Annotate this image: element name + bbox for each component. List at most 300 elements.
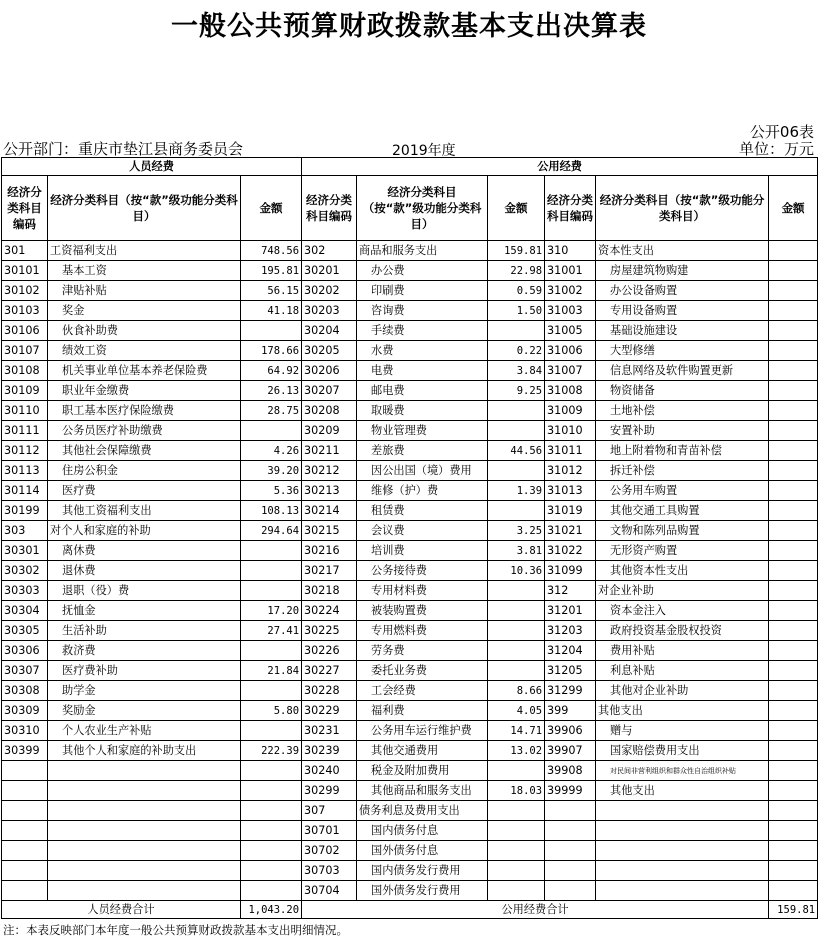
cell-name: 劳务费 <box>357 641 488 661</box>
cell-code: 31013 <box>545 481 596 501</box>
cell-code: 30114 <box>2 481 48 501</box>
cell-code: 30305 <box>2 621 48 641</box>
table-row <box>2 861 818 881</box>
cell-code: 30306 <box>2 641 48 661</box>
cell-code: 30224 <box>302 601 357 621</box>
cell-name: 地上附着物和青苗补偿 <box>596 441 769 461</box>
table-row <box>2 841 818 861</box>
cell-code: 30702 <box>302 841 357 861</box>
cell-code: 30239 <box>302 741 357 761</box>
cell-name <box>596 841 769 861</box>
cell-name: 国外债务发行费用 <box>357 881 488 901</box>
cell-name: 工资福利支出 <box>48 241 241 261</box>
table-row <box>2 501 818 521</box>
cell-amount <box>769 681 818 701</box>
cell-name: 维修（护）费 <box>357 481 488 501</box>
cell-code: 30215 <box>302 521 357 541</box>
cell-code: 31008 <box>545 381 596 401</box>
cell-amount: 3.84 <box>488 361 545 381</box>
cell-name: 办公设备购置 <box>596 281 769 301</box>
cell-amount: 14.71 <box>488 721 545 741</box>
cell-name: 无形资产购置 <box>596 541 769 561</box>
cell-code: 30103 <box>2 301 48 321</box>
year-label: 2019年度 <box>392 143 456 159</box>
table-row <box>2 661 818 681</box>
cell-name: 房屋建筑物购建 <box>596 261 769 281</box>
table-row <box>2 241 818 261</box>
cell-code: 31012 <box>545 461 596 481</box>
cell-name: 抚恤金 <box>48 601 241 621</box>
cell-amount <box>769 621 818 641</box>
cell-code: 31299 <box>545 681 596 701</box>
cell-name: 手续费 <box>357 321 488 341</box>
cell-code <box>2 821 48 841</box>
cell-name: 基本工资 <box>48 261 241 281</box>
cell-code: 30205 <box>302 341 357 361</box>
cell-amount <box>488 401 545 421</box>
cell-amount <box>769 441 818 461</box>
cell-amount: 748.56 <box>241 241 302 261</box>
cell-name: 对个人和家庭的补助 <box>48 521 241 541</box>
cell-amount <box>769 741 818 761</box>
cell-amount: 294.64 <box>241 521 302 541</box>
cell-amount <box>769 481 818 501</box>
table-row <box>2 681 818 701</box>
cell-code: 30240 <box>302 761 357 781</box>
cell-name: 邮电费 <box>357 381 488 401</box>
cell-name: 其他个人和家庭的补助支出 <box>48 741 241 761</box>
cell-name: 专用材料费 <box>357 581 488 601</box>
cell-code: 30704 <box>302 881 357 901</box>
cell-name: 取暖费 <box>357 401 488 421</box>
cell-code: 30307 <box>2 661 48 681</box>
cell-amount <box>769 801 818 821</box>
cell-code: 30227 <box>302 661 357 681</box>
section-public: 公用经费 <box>302 158 818 176</box>
cell-amount <box>769 581 818 601</box>
cell-amount <box>769 281 818 301</box>
cell-name: 国家赔偿费用支出 <box>596 741 769 761</box>
cell-code: 30207 <box>302 381 357 401</box>
cell-code: 31010 <box>545 421 596 441</box>
cell-code: 30206 <box>302 361 357 381</box>
cell-name <box>596 801 769 821</box>
cell-amount <box>769 241 818 261</box>
cell-name: 其他社会保障缴费 <box>48 441 241 461</box>
cell-name: 津贴补贴 <box>48 281 241 301</box>
column-header-row <box>2 176 818 241</box>
table-row <box>2 741 818 761</box>
cell-amount <box>241 801 302 821</box>
cell-code: 30208 <box>302 401 357 421</box>
cell-amount <box>769 381 818 401</box>
cell-amount: 56.15 <box>241 281 302 301</box>
cell-amount <box>241 581 302 601</box>
cell-amount <box>241 861 302 881</box>
cell-amount: 27.41 <box>241 621 302 641</box>
public-total-label: 公用经费合计 <box>302 901 769 919</box>
cell-amount <box>769 421 818 441</box>
cell-amount <box>488 661 545 681</box>
cell-code: 30211 <box>302 441 357 461</box>
cell-name: 因公出国（境）费用 <box>357 461 488 481</box>
cell-amount <box>769 341 818 361</box>
cell-name: 委托业务费 <box>357 661 488 681</box>
table-row <box>2 581 818 601</box>
cell-code: 31009 <box>545 401 596 421</box>
cell-name: 其他资本性支出 <box>596 561 769 581</box>
cell-code: 30308 <box>2 681 48 701</box>
cell-code: 31005 <box>545 321 596 341</box>
cell-name <box>596 861 769 881</box>
cell-code: 30214 <box>302 501 357 521</box>
table-row <box>2 381 818 401</box>
cell-code: 302 <box>302 241 357 261</box>
cell-amount <box>488 761 545 781</box>
cell-name: 奖励金 <box>48 701 241 721</box>
cell-name: 专用燃料费 <box>357 621 488 641</box>
cell-name: 会议费 <box>357 521 488 541</box>
cell-code: 31007 <box>545 361 596 381</box>
cell-code: 30216 <box>302 541 357 561</box>
cell-amount: 18.03 <box>488 781 545 801</box>
cell-amount: 3.25 <box>488 521 545 541</box>
cell-code: 30303 <box>2 581 48 601</box>
cell-name: 离休费 <box>48 541 241 561</box>
header-amount: 金额 <box>769 176 818 241</box>
cell-code <box>545 861 596 881</box>
cell-amount <box>488 841 545 861</box>
cell-code: 30399 <box>2 741 48 761</box>
cell-amount: 0.59 <box>488 281 545 301</box>
cell-code: 307 <box>302 801 357 821</box>
cell-code: 31019 <box>545 501 596 521</box>
cell-amount <box>769 261 818 281</box>
cell-amount <box>241 321 302 341</box>
header-code: 经济分类科目编码 <box>302 176 357 241</box>
cell-name: 国内债务发行费用 <box>357 861 488 881</box>
cell-code: 30229 <box>302 701 357 721</box>
cell-amount <box>769 601 818 621</box>
cell-name: 住房公积金 <box>48 461 241 481</box>
cell-amount: 64.92 <box>241 361 302 381</box>
cell-name: 债务利息及费用支出 <box>357 801 488 821</box>
cell-name: 国内债务付息 <box>357 821 488 841</box>
cell-code: 31205 <box>545 661 596 681</box>
table-row <box>2 301 818 321</box>
table-row <box>2 821 818 841</box>
table-row <box>2 341 818 361</box>
cell-name: 伙食补助费 <box>48 321 241 341</box>
table-row <box>2 421 818 441</box>
table-row <box>2 281 818 301</box>
cell-name: 费用补贴 <box>596 641 769 661</box>
cell-amount: 26.13 <box>241 381 302 401</box>
cell-code: 31001 <box>545 261 596 281</box>
header-amount: 金额 <box>241 176 302 241</box>
cell-amount <box>488 881 545 901</box>
department-label: 公开部门：重庆市垫江县商务委员会 <box>3 140 244 158</box>
table-row <box>2 261 818 281</box>
cell-code: 31203 <box>545 621 596 641</box>
cell-amount: 10.36 <box>488 561 545 581</box>
cell-name <box>596 821 769 841</box>
cell-code: 39908 <box>545 761 596 781</box>
table-row <box>2 641 818 661</box>
cell-code: 30299 <box>302 781 357 801</box>
table-row <box>2 481 818 501</box>
cell-amount: 9.25 <box>488 381 545 401</box>
cell-code: 310 <box>545 241 596 261</box>
cell-name <box>48 841 241 861</box>
cell-code: 30213 <box>302 481 357 501</box>
cell-code <box>2 801 48 821</box>
cell-code: 399 <box>545 701 596 721</box>
table-row <box>2 781 818 801</box>
cell-name: 公务接待费 <box>357 561 488 581</box>
cell-name: 医疗费补助 <box>48 661 241 681</box>
cell-name: 福利费 <box>357 701 488 721</box>
header-name: 经济分类科目（按“款”级功能分类科目） <box>48 176 241 241</box>
cell-amount: 8.66 <box>488 681 545 701</box>
cell-name: 对企业补助 <box>596 581 769 601</box>
table-row <box>2 601 818 621</box>
cell-name: 绩效工资 <box>48 341 241 361</box>
cell-name: 税金及附加费用 <box>357 761 488 781</box>
cell-name: 土地补偿 <box>596 401 769 421</box>
cell-amount <box>488 861 545 881</box>
cell-name: 其他支出 <box>596 781 769 801</box>
cell-name: 办公费 <box>357 261 488 281</box>
cell-code: 30101 <box>2 261 48 281</box>
cell-amount <box>769 401 818 421</box>
cell-amount <box>241 641 302 661</box>
cell-amount <box>769 661 818 681</box>
cell-amount <box>769 861 818 881</box>
cell-code: 30199 <box>2 501 48 521</box>
cell-name: 差旅费 <box>357 441 488 461</box>
table-row <box>2 761 818 781</box>
cell-name: 国外债务付息 <box>357 841 488 861</box>
cell-amount <box>488 801 545 821</box>
cell-code: 31002 <box>545 281 596 301</box>
cell-amount <box>488 501 545 521</box>
cell-code: 30203 <box>302 301 357 321</box>
cell-name: 咨询费 <box>357 301 488 321</box>
table-row <box>2 401 818 421</box>
cell-amount <box>488 321 545 341</box>
header-code: 经济分类科目编码 <box>545 176 596 241</box>
cell-code: 31006 <box>545 341 596 361</box>
cell-amount: 4.26 <box>241 441 302 461</box>
cell-amount <box>769 881 818 901</box>
cell-amount: 5.80 <box>241 701 302 721</box>
cell-code <box>2 781 48 801</box>
cell-name: 其他交通工具购置 <box>596 501 769 521</box>
cell-code: 31003 <box>545 301 596 321</box>
cell-amount <box>488 621 545 641</box>
cell-amount <box>769 501 818 521</box>
cell-code: 30111 <box>2 421 48 441</box>
cell-code: 30701 <box>302 821 357 841</box>
table-row <box>2 321 818 341</box>
cell-name: 安置补助 <box>596 421 769 441</box>
cell-name: 文物和陈列品购置 <box>596 521 769 541</box>
table-row <box>2 701 818 721</box>
cell-code <box>2 861 48 881</box>
cell-name: 利息补贴 <box>596 661 769 681</box>
cell-name <box>48 861 241 881</box>
cell-name: 对民间非营利组织和群众性自治组织补贴 <box>596 761 769 781</box>
header-name: 经济分类科目（按“款”级功能分类科目） <box>596 176 769 241</box>
cell-name: 职工基本医疗保险缴费 <box>48 401 241 421</box>
section-personnel: 人员经费 <box>2 158 302 176</box>
cell-code <box>545 841 596 861</box>
table-row <box>2 621 818 641</box>
cell-amount: 41.18 <box>241 301 302 321</box>
cell-code: 39999 <box>545 781 596 801</box>
cell-amount: 13.02 <box>488 741 545 761</box>
cell-name: 公务员医疗补助缴费 <box>48 421 241 441</box>
cell-amount <box>769 781 818 801</box>
cell-name: 工会经费 <box>357 681 488 701</box>
cell-code: 301 <box>2 241 48 261</box>
cell-code: 31201 <box>545 601 596 621</box>
cell-code: 39907 <box>545 741 596 761</box>
table-row <box>2 541 818 561</box>
cell-name: 水费 <box>357 341 488 361</box>
expenditure-table <box>1 157 818 919</box>
cell-amount <box>769 841 818 861</box>
cell-amount <box>769 821 818 841</box>
cell-name: 专用设备购置 <box>596 301 769 321</box>
cell-code: 30302 <box>2 561 48 581</box>
header-name: 经济分类科目（按“款”级功能分类科目） <box>357 176 488 241</box>
cell-code: 30109 <box>2 381 48 401</box>
cell-name: 商品和服务支出 <box>357 241 488 261</box>
cell-name: 其他商品和服务支出 <box>357 781 488 801</box>
cell-code <box>545 801 596 821</box>
cell-amount <box>769 561 818 581</box>
cell-name: 医疗费 <box>48 481 241 501</box>
table-row <box>2 521 818 541</box>
table-row <box>2 801 818 821</box>
header-code: 经济分类科目编码 <box>2 176 48 241</box>
cell-code: 30304 <box>2 601 48 621</box>
cell-code: 31099 <box>545 561 596 581</box>
cell-name: 资本性支出 <box>596 241 769 261</box>
cell-amount <box>241 821 302 841</box>
cell-name: 被装购置费 <box>357 601 488 621</box>
cell-code: 303 <box>2 521 48 541</box>
cell-code: 30202 <box>302 281 357 301</box>
cell-code <box>2 761 48 781</box>
cell-amount <box>488 581 545 601</box>
cell-amount <box>241 721 302 741</box>
table-row <box>2 561 818 581</box>
cell-code: 31204 <box>545 641 596 661</box>
cell-name <box>48 781 241 801</box>
cell-code: 31011 <box>545 441 596 461</box>
cell-amount <box>769 701 818 721</box>
cell-name: 奖金 <box>48 301 241 321</box>
cell-name: 个人农业生产补贴 <box>48 721 241 741</box>
cell-amount: 0.22 <box>488 341 545 361</box>
cell-amount: 22.98 <box>488 261 545 281</box>
cell-amount <box>769 361 818 381</box>
cell-amount: 159.81 <box>488 241 545 261</box>
cell-name: 公务用车购置 <box>596 481 769 501</box>
cell-amount <box>241 681 302 701</box>
cell-code: 30106 <box>2 321 48 341</box>
cell-amount <box>241 761 302 781</box>
cell-name: 助学金 <box>48 681 241 701</box>
cell-name: 物资储备 <box>596 381 769 401</box>
cell-amount: 39.20 <box>241 461 302 481</box>
cell-amount <box>488 821 545 841</box>
cell-amount: 108.13 <box>241 501 302 521</box>
cell-amount: 195.81 <box>241 261 302 281</box>
cell-code <box>2 881 48 901</box>
header-amount: 金额 <box>488 176 545 241</box>
cell-name: 职业年金缴费 <box>48 381 241 401</box>
cell-code: 30231 <box>302 721 357 741</box>
cell-amount <box>769 541 818 561</box>
totals-row <box>2 901 818 919</box>
cell-name: 其他对企业补助 <box>596 681 769 701</box>
cell-code <box>2 841 48 861</box>
cell-code: 30209 <box>302 421 357 441</box>
cell-code: 30204 <box>302 321 357 341</box>
cell-code: 30301 <box>2 541 48 561</box>
cell-amount: 44.56 <box>488 441 545 461</box>
cell-amount: 4.05 <box>488 701 545 721</box>
cell-name: 物业管理费 <box>357 421 488 441</box>
cell-amount <box>488 461 545 481</box>
cell-code: 30226 <box>302 641 357 661</box>
table-row <box>2 881 818 901</box>
cell-name <box>48 881 241 901</box>
cell-amount: 21.84 <box>241 661 302 681</box>
cell-name: 退休费 <box>48 561 241 581</box>
cell-name <box>48 821 241 841</box>
cell-name: 公务用车运行维护费 <box>357 721 488 741</box>
cell-name: 培训费 <box>357 541 488 561</box>
cell-amount: 5.36 <box>241 481 302 501</box>
cell-code <box>545 821 596 841</box>
cell-code: 30112 <box>2 441 48 461</box>
cell-code: 30217 <box>302 561 357 581</box>
cell-name: 电费 <box>357 361 488 381</box>
cell-code: 30102 <box>2 281 48 301</box>
cell-code: 312 <box>545 581 596 601</box>
cell-name: 租赁费 <box>357 501 488 521</box>
cell-amount <box>241 541 302 561</box>
cell-amount <box>769 761 818 781</box>
cell-name: 其他工资福利支出 <box>48 501 241 521</box>
table-number: 公开06表 <box>749 123 814 141</box>
cell-amount: 1.50 <box>488 301 545 321</box>
cell-name: 救济费 <box>48 641 241 661</box>
unit-label: 单位：万元 <box>738 140 814 158</box>
table-row <box>2 441 818 461</box>
cell-name: 退职（役）费 <box>48 581 241 601</box>
cell-amount <box>769 521 818 541</box>
personnel-total-label: 人员经费合计 <box>2 901 241 919</box>
table-row <box>2 461 818 481</box>
cell-amount <box>488 601 545 621</box>
cell-amount: 222.39 <box>241 741 302 761</box>
